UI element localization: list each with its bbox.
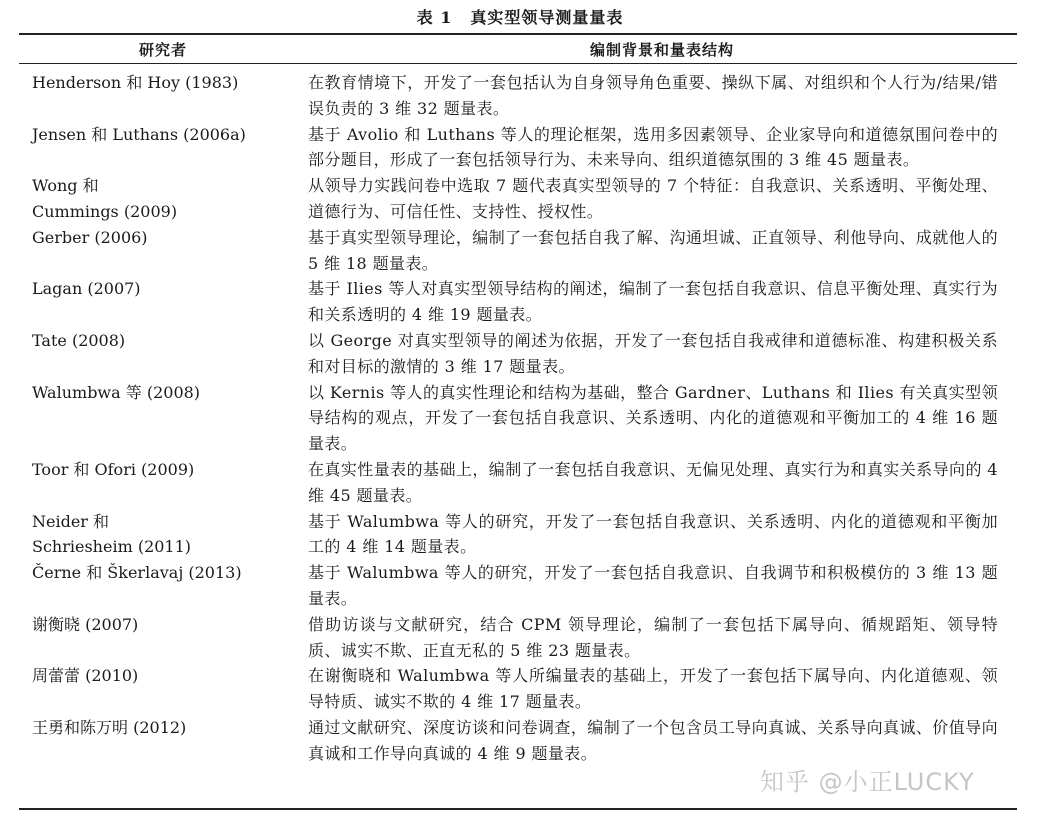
description-cell: 以 George 对真实型领导的阐述为依据，开发了一套包括自我戒律和道德标准、构建积极关系和对目标的激情的 3 维 17 题量表。 [308, 330, 998, 376]
table-row [19, 560, 1017, 612]
researcher-cell [19, 509, 308, 561]
researcher-line: Neider 和 [32, 511, 110, 531]
table-row [19, 612, 1017, 664]
table-number: 表 1 [416, 8, 453, 27]
researcher-line: Lagan (2007) [32, 279, 141, 299]
table-caption [0, 5, 1040, 28]
description-cell: 借助访谈与文献研究，结合 CPM 领导理论，编制了一套包括下属导向、循规蹈矩、领导特质、诚实不欺、正直无私的 5 维 23 题量表。 [308, 614, 998, 660]
table-row [19, 715, 1017, 767]
table-body [19, 70, 1017, 767]
watermark: 知乎 @小正LUCKY [760, 768, 975, 796]
researcher-cell [19, 612, 308, 664]
table-title: 真实型领导测量量表 [470, 8, 624, 27]
table-row [19, 328, 1017, 380]
description-cell: 基于 Walumbwa 等人的研究，开发了一套包括自我意识、自我调节和积极模仿的 3 维 13 题量表。 [308, 563, 998, 608]
researcher-cell [19, 380, 308, 457]
researcher-cell [19, 328, 308, 380]
table-row [19, 663, 1017, 715]
table-row [19, 509, 1017, 561]
researcher-line: 王勇和陈万明 (2012) [32, 717, 187, 737]
researcher-cell [19, 173, 308, 225]
researcher-line: Toor 和 Ofori (2009) [32, 459, 195, 479]
table-row [19, 225, 1017, 277]
header-researcher: 研究者 [138, 41, 187, 59]
researcher-cell [19, 276, 308, 328]
researcher-line: Henderson 和 Hoy (1983) [32, 73, 239, 92]
researcher-cell [19, 560, 308, 612]
researcher-cell [19, 663, 308, 715]
table-row [19, 122, 1017, 174]
description-cell: 基于 Ilies 等人对真实型领导结构的阐述，编制了一套包括自我意识、信息平衡处理、真实行为和关系透明的 4 维 19 题量表。 [308, 279, 998, 325]
top-rule [19, 33, 1017, 35]
table-row [19, 70, 1017, 122]
researcher-line: Walumbwa 等 (2008) [32, 382, 201, 402]
researcher-line: Tate (2008) [32, 330, 126, 350]
description-cell: 通过文献研究、深度访谈和问卷调查，编制了一个包含员工导向真诚、关系导向真诚、价值导向真诚和工作导向真诚的 4 维 9 题量表。 [308, 717, 998, 763]
researcher-line: Cummings (2009) [32, 201, 178, 221]
description-cell: 在谢衡晓和 Walumbwa 等人所编量表的基础上，开发了一套包括下属导向、内化道德观、领导特质、诚实不欺的 4 维 17 题量表。 [308, 666, 998, 712]
researcher-line: Wong 和 [32, 176, 99, 196]
bottom-rule [19, 808, 1017, 810]
researcher-cell [19, 457, 308, 509]
researcher-line: 周蕾蕾 (2010) [32, 666, 139, 686]
table-row [19, 457, 1017, 509]
table-row [19, 173, 1017, 225]
researcher-line: Jensen 和 Luthans (2006a) [32, 124, 246, 144]
researcher-cell [19, 70, 308, 122]
researcher-line: Černe 和 Škerlavaj (2013) [32, 563, 242, 583]
header-description: 编制背景和量表结构 [589, 41, 734, 59]
researcher-cell [19, 225, 308, 277]
table-row [19, 276, 1017, 328]
description-cell: 在真实性量表的基础上，编制了一套包括自我意识、无偏见处理、真实行为和真实关系导向的 4 维 45 题量表。 [308, 459, 998, 505]
researcher-line: Gerber (2006) [32, 227, 148, 247]
description-cell: 从领导力实践问卷中选取 7 题代表真实型领导的 7 个特征：自我意识、关系透明、平衡处理、道德行为、可信任性、支持性、授权性。 [308, 176, 998, 221]
description-cell: 基于 Walumbwa 等人的研究，开发了一套包括自我意识、关系透明、内化的道德观和平衡加工的 4 维 14 题量表。 [308, 511, 998, 557]
description-cell: 基于 Avolio 和 Luthans 等人的理论框架，选用多因素领导、企业家导向和道德氛围问卷中的部分题目，形成了一套包括领导行为、未来导向、组织道德氛围的 3 维 45 题量表。 [308, 124, 998, 170]
description-cell: 基于真实型领导理论，编制了一套包括自我了解、沟通坦诚、正直领导、利他导向、成就他人的 5 维 18 题量表。 [308, 227, 998, 273]
description-cell: 在教育情境下，开发了一套包括认为自身领导角色重要、操纵下属、对组织和个人行为/结果/错误负责的 3 维 32 题量表。 [308, 73, 998, 118]
description-cell: 以 Kernis 等人的真实性理论和结构为基础，整合 Gardner、Luthans 和 Ilies 有关真实型领导结构的观点，开发了一套包括自我意识、关系透明、内化的道德观和平衡加工的 4 维 16 题量表。 [308, 382, 998, 454]
header-rule [19, 63, 1017, 64]
researcher-line: Schriesheim (2011) [32, 537, 192, 557]
researcher-line: 谢衡晓 (2007) [32, 614, 139, 634]
table-row [19, 380, 1017, 457]
researcher-cell [19, 122, 308, 174]
researcher-cell [19, 715, 308, 767]
